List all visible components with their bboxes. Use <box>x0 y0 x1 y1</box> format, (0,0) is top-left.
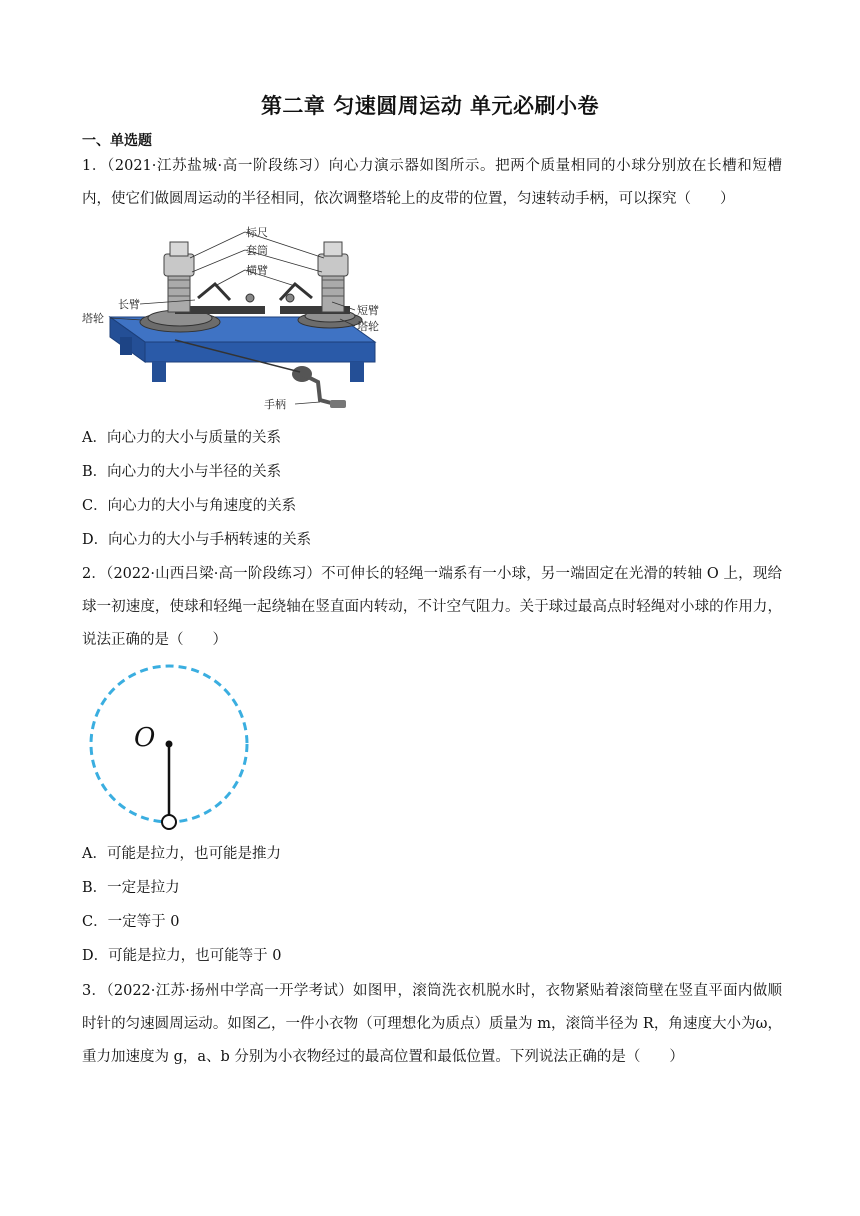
page-title: 第二章 匀速圆周运动 单元必刷小卷 <box>260 94 600 118</box>
label-long-arm: 长臂 <box>118 298 140 311</box>
question-1-text: 1．（2021·江苏盐城·高一阶段练习）向心力演示器如图所示。把两个质量相同的小球分别放在长槽和短槽内，使它们做圆周运动的半径相同，依次调整塔轮上的皮带的位置，匀速转动手柄，可以探究（ ） <box>82 158 782 207</box>
vertical-circle-figure <box>86 662 252 832</box>
question-2-option-a: A．可能是拉力，也可能是推力 <box>82 846 281 862</box>
question-2-option-d: D．可能是拉力，也可能等于 0 <box>82 948 282 964</box>
label-tower-wheel-right: 塔轮 <box>357 320 379 333</box>
label-sleeve: 套筒 <box>246 244 268 257</box>
label-short-arm: 短臂 <box>357 304 379 317</box>
question-1-option-a: A．向心力的大小与质量的关系 <box>82 430 281 446</box>
question-2-option-c: C．一定等于 0 <box>82 914 180 930</box>
question-1-option-d: D．向心力的大小与手柄转速的关系 <box>82 532 312 548</box>
section-heading: 一、单选题 <box>82 133 152 149</box>
question-1-option-c: C．向心力的大小与角速度的关系 <box>82 498 297 514</box>
label-ruler: 标尺 <box>246 226 268 239</box>
axis-label-o: O <box>134 723 156 753</box>
question-1-option-b: B．向心力的大小与半径的关系 <box>82 464 282 480</box>
label-tower-wheel-left: 塔轮 <box>82 312 104 325</box>
question-2-option-b: B．一定是拉力 <box>82 880 180 896</box>
question-2-text: 2．（2022·山西吕梁·高一阶段练习）不可伸长的轻绳一端系有一小球，另一端固定在光滑的转轴 O 上，现给球一初速度，使球和轻绳一起绕轴在竖直面内转动，不计空气阻力。关于球过最高点时轻绳对小球的作用力，说法正确的是（ ） <box>82 566 782 648</box>
label-crossarm: 横臂 <box>246 264 268 277</box>
question-3-text: 3．（2022·江苏·扬州中学高一开学考试）如图甲，滚筒洗衣机脱水时，衣物紧贴着滚筒壁在竖直平面内做顺时针的匀速圆周运动。如图乙，一件小衣物（可理想化为质点）质量为 m，滚筒半径为 R，角速度大小为ω，重力加速度为 g，a、b 分别为小衣物经过的最高位置和最低位置。下列说法正确的是（ ） <box>82 983 782 1065</box>
centripetal-force-apparatus-figure <box>80 222 410 418</box>
label-handle: 手柄 <box>264 398 286 411</box>
